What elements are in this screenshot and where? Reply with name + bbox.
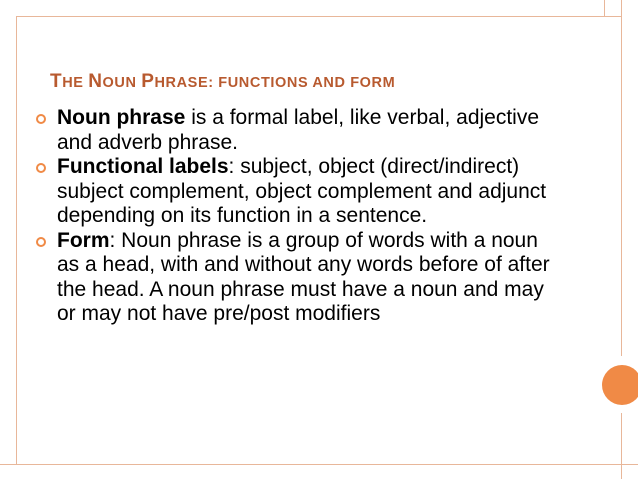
bullet-term: Functional labels: [57, 155, 229, 178]
bullet-item-form: [36, 229, 556, 327]
ring-bullet-icon: [36, 114, 46, 124]
frame-line-right-lower: [621, 413, 622, 479]
bullet-text: is a formal label, like verbal, adjective and adverb phrase.: [57, 106, 540, 154]
bullet-item-functional-labels: [36, 155, 556, 229]
frame-line-right-upper: [621, 0, 622, 356]
frame-line-top-right: [604, 0, 605, 16]
frame-line-top: [16, 16, 621, 17]
frame-line-bottom: [0, 464, 638, 465]
slide-title: THE NOUN PHRASE: FUNCTIONS AND FORM: [50, 71, 396, 92]
bullet-term: Noun phrase: [57, 106, 186, 129]
frame-line-left: [16, 16, 17, 465]
ring-bullet-icon: [36, 163, 46, 173]
ring-bullet-icon: [36, 237, 46, 247]
bullet-text: : Noun phrase is a group of words with a noun as a head, with and without any words before of after the head. A noun phrase must have a noun and may or may not have pre/post modifiers: [57, 228, 550, 325]
orange-circle-icon: [602, 365, 638, 405]
bullet-term: Form: [57, 228, 110, 252]
bullet-item-noun-phrase: [36, 106, 556, 155]
bullet-list: [36, 106, 556, 327]
bullet-text: : subject, object (direct/indirect) subject complement, object complement and adjunct depending on its function in a sentence.: [57, 155, 547, 227]
